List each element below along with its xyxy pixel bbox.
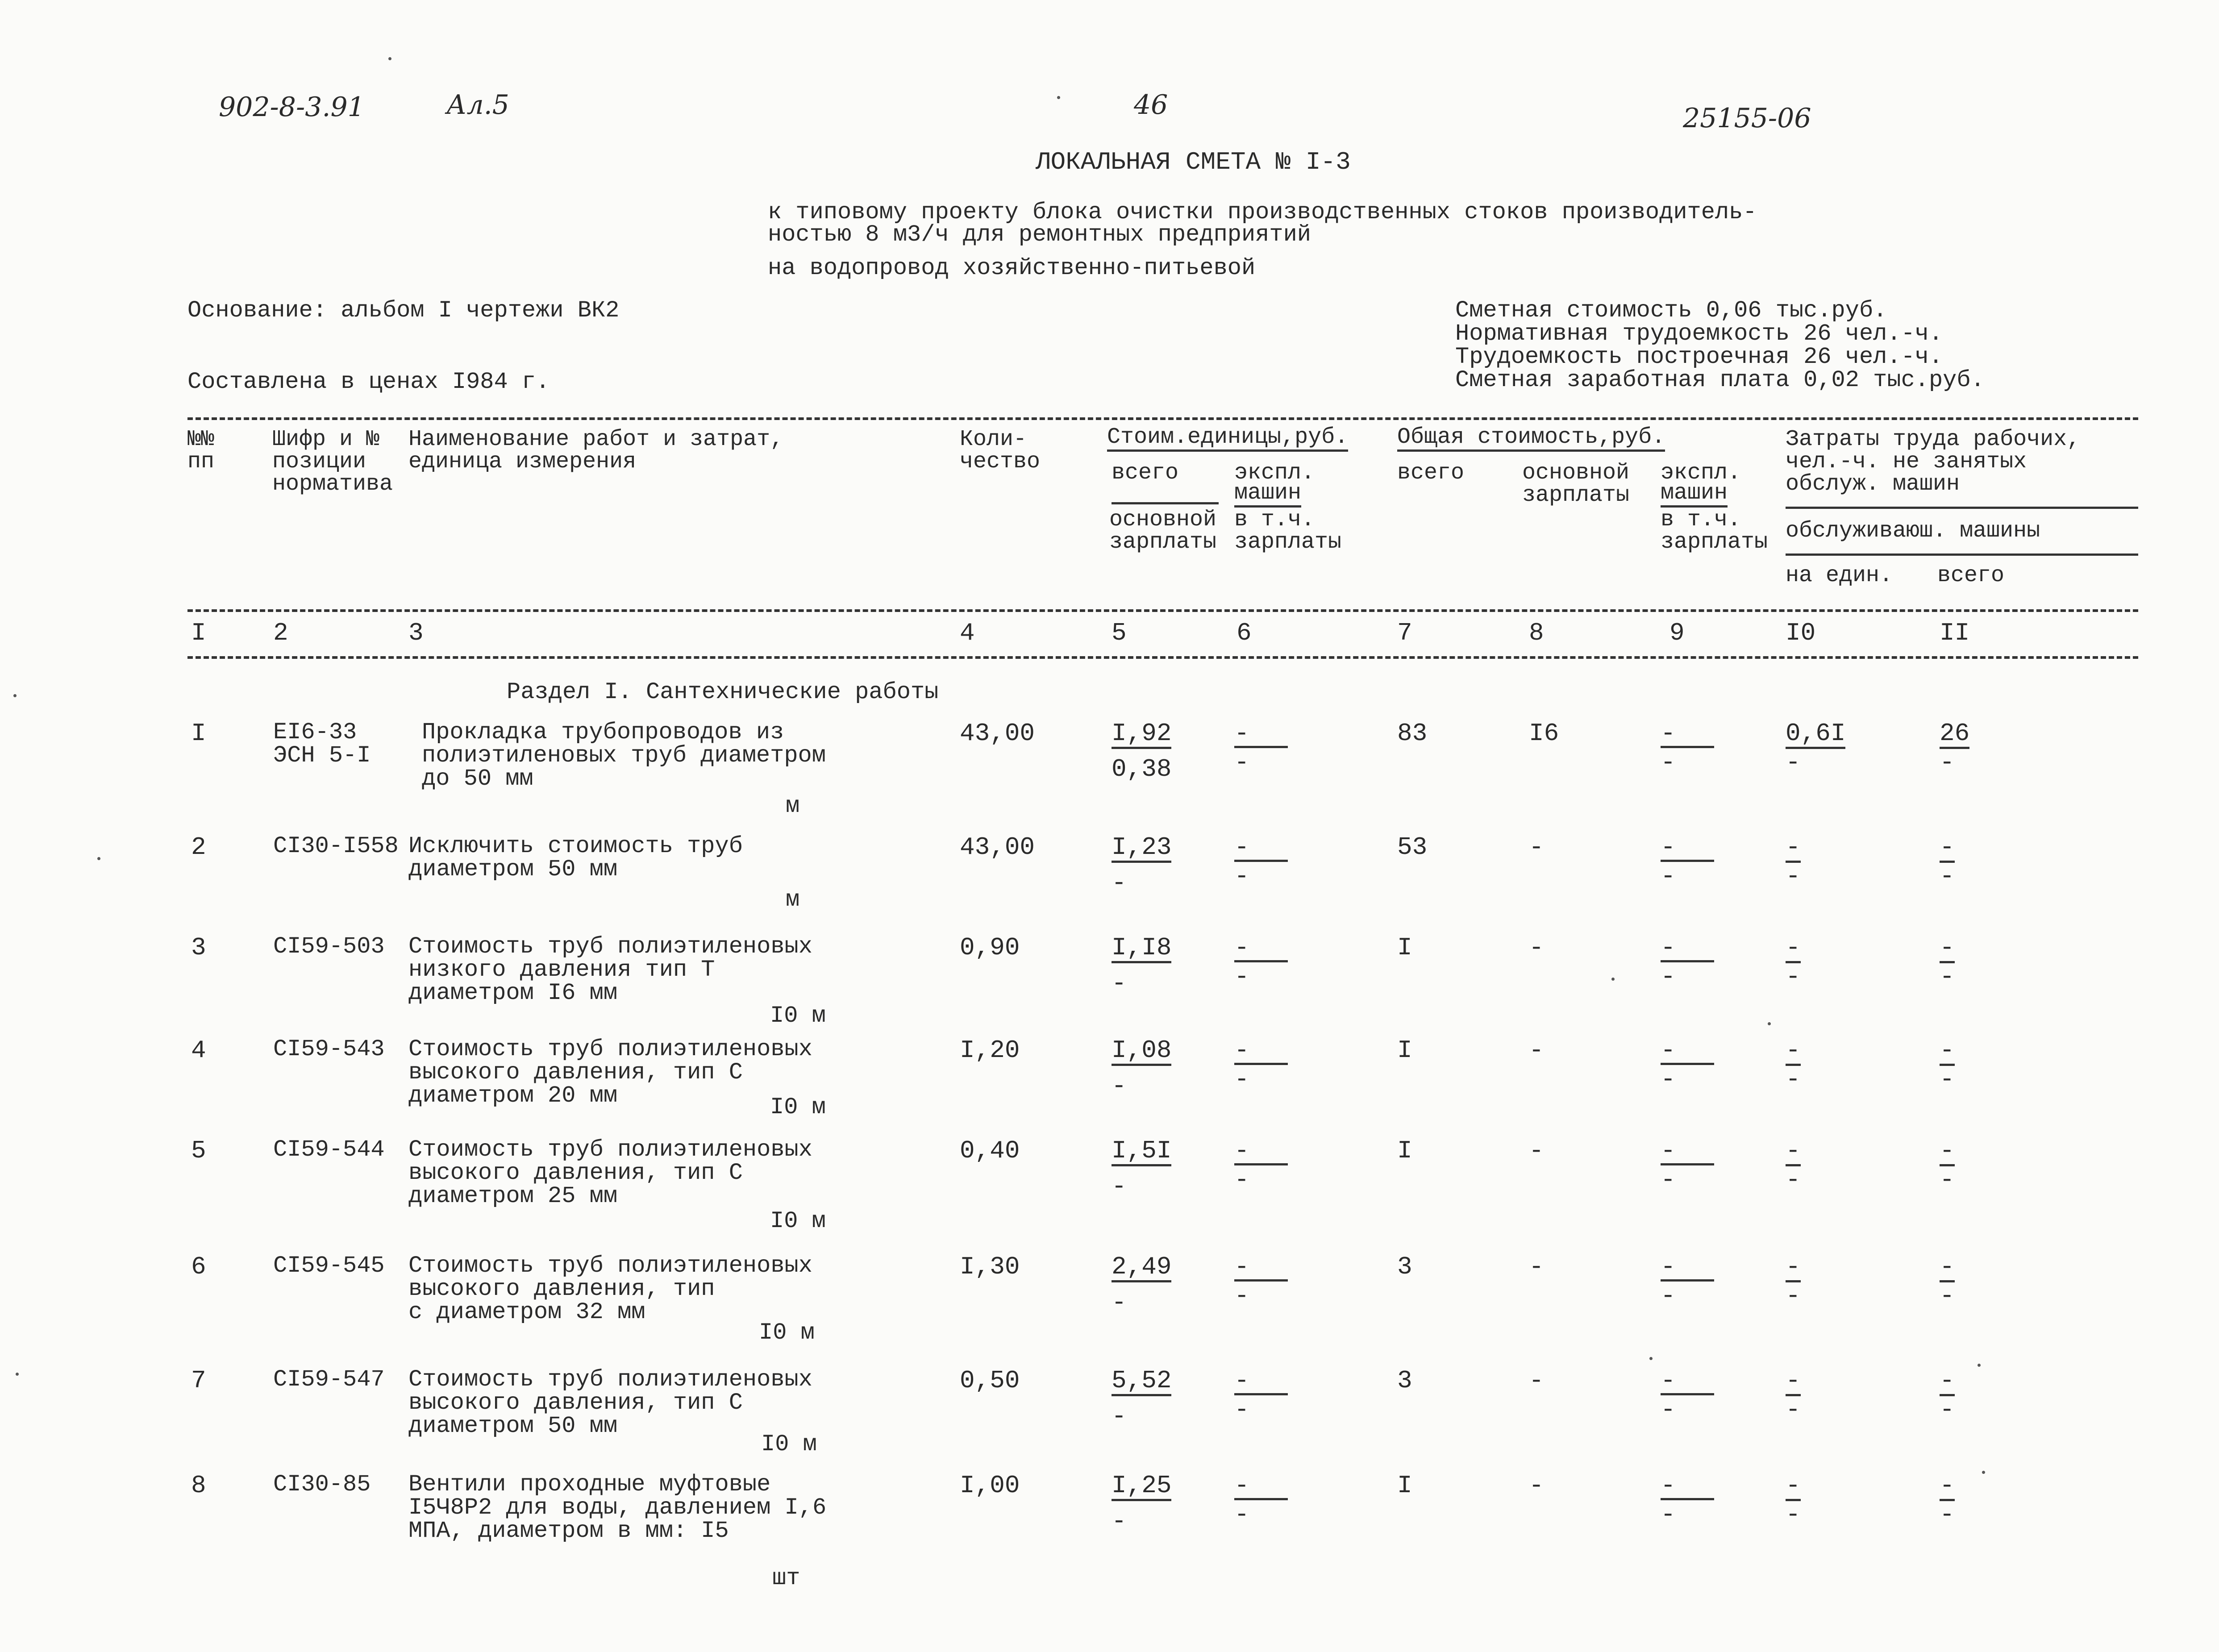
row-labor-total: 26 [1940, 721, 1969, 749]
hdr-labor-l1: Затраты труда рабочих, [1786, 427, 2081, 452]
row-code: ЭСН 5-I [273, 742, 371, 769]
row-work-name: диаметром 25 мм [408, 1183, 618, 1209]
row-labor-total: - [1940, 1254, 1955, 1282]
row-labor-per-unit: 0,6I [1786, 721, 1845, 749]
hdr-uc-incl-l2: зарплаты [1234, 529, 1342, 555]
row-quantity: I,30 [960, 1253, 1020, 1281]
row-labor-serv-total: - [1940, 1395, 1955, 1424]
row-unit: м [786, 886, 800, 913]
row-work-name: до 50 мм [422, 766, 533, 792]
row-unit-cost-machine-wage: - [1234, 962, 1249, 991]
row-work-name: I5Ч8Р2 для воды, давлением I,6 [408, 1494, 827, 1521]
row-total-base-wage: I6 [1529, 719, 1559, 748]
row-work-name: Прокладка трубопроводов из [422, 719, 784, 745]
scan-speck [1978, 1364, 1981, 1367]
row-unit-cost-total: I,5I [1112, 1138, 1171, 1166]
hdr-tc-mach-l1: экспл. [1661, 460, 1741, 486]
row-labor-total: - [1940, 835, 1955, 863]
row-code: CI59-503 [273, 933, 385, 960]
row-work-name: Стоимость труб полиэтиленовых [408, 1036, 812, 1062]
colnum-2: 2 [273, 619, 288, 647]
hdr-labor-l3: обслуж. машин [1786, 471, 1960, 497]
hdr-labor-unit: на един. [1786, 563, 1893, 588]
row-total-machines: - [1661, 1254, 1714, 1282]
hdr-labor-rule-1 [1786, 507, 2138, 509]
row-unit-cost-total: 2,49 [1112, 1254, 1171, 1282]
row-unit: I0 м [770, 1208, 826, 1234]
row-total-machines: - [1661, 1368, 1714, 1395]
hdr-col3-l2: единица измерения [408, 449, 637, 474]
row-unit-cost-machines: - [1234, 835, 1288, 862]
row-total-machines: - [1661, 835, 1714, 862]
row-unit-cost-machines: - [1234, 721, 1288, 748]
row-labor-serv-total: - [1940, 1165, 1955, 1194]
row-work-name: полиэтиленовых труб диаметром [422, 742, 826, 769]
row-total-machines: - [1661, 935, 1714, 962]
row-number: 5 [191, 1136, 206, 1165]
row-unit-cost-base-wage: - [1112, 969, 1127, 998]
colnum-6: 6 [1236, 619, 1252, 647]
row-work-name: Стоимость труб полиэтиленовых [408, 1253, 812, 1279]
row-labor-serv-total: - [1940, 748, 1955, 777]
row-quantity: 43,00 [960, 833, 1035, 861]
header-bottom-rule [187, 609, 2138, 612]
row-unit-cost-base-wage: - [1112, 869, 1127, 897]
row-code: CI59-547 [273, 1366, 385, 1393]
hdr-uc-base-l1: основной [1109, 507, 1217, 533]
row-total-cost: 53 [1397, 833, 1428, 861]
row-code: CI30-85 [273, 1471, 371, 1498]
row-unit-cost-machine-wage: - [1234, 748, 1249, 777]
section-title: Раздел I. Сантехнические работы [507, 679, 939, 705]
row-labor-total: - [1940, 1038, 1955, 1066]
row-code: CI59-545 [273, 1253, 385, 1279]
scan-speck [388, 57, 391, 60]
summary-normative-labor: Нормативная трудоемкость 26 чел.-ч. [1455, 320, 1943, 347]
row-total-base-wage: - [1529, 933, 1544, 962]
row-unit-cost-total: 5,52 [1112, 1368, 1171, 1396]
row-unit-cost-machine-wage: - [1234, 1500, 1249, 1529]
row-work-name: высокого давления, тип С [408, 1390, 743, 1416]
basis-text: Основание: альбом I чертежи ВК2 [187, 297, 620, 324]
row-unit-cost-machine-wage: - [1234, 1282, 1249, 1310]
hdr-col4-l1: Коли- [960, 427, 1027, 452]
row-unit: м [786, 793, 800, 819]
row-total-machines: - [1661, 1038, 1714, 1065]
row-unit-cost-total: I,I8 [1112, 935, 1171, 963]
row-work-name: МПА, диаметром в мм: I5 [408, 1518, 729, 1544]
row-labor-serv-total: - [1940, 962, 1955, 991]
row-total-machine-wage: - [1661, 962, 1676, 991]
row-unit-cost-machines: - [1234, 1138, 1288, 1165]
row-unit: I0 м [770, 1003, 826, 1029]
row-number: I [191, 719, 206, 748]
row-number: 8 [191, 1471, 206, 1500]
row-code: CI59-543 [273, 1036, 385, 1062]
row-number: 3 [191, 933, 206, 962]
row-labor-serv-per-unit: - [1786, 1165, 1801, 1194]
sheet-number: Ал.5 [446, 89, 509, 121]
row-labor-serv-per-unit: - [1786, 1395, 1801, 1424]
subtitle-line-3: на водопровод хозяйственно-питьевой [768, 255, 1256, 281]
row-total-cost: 83 [1397, 719, 1428, 748]
hdr-tc-mach-l2: машин [1661, 482, 1728, 508]
hdr-col1-l2: пп [187, 449, 215, 474]
row-quantity: 43,00 [960, 719, 1035, 748]
row-unit: шт [772, 1565, 800, 1591]
row-quantity: 0,40 [960, 1136, 1020, 1165]
hdr-uc-total: всего [1112, 460, 1179, 486]
row-unit-cost-machines: - [1234, 935, 1288, 962]
row-labor-per-unit: - [1786, 1138, 1801, 1166]
hdr-col2-l3: норматива [272, 471, 393, 497]
colnum-10: I0 [1786, 619, 1816, 647]
row-labor-per-unit: - [1786, 1473, 1801, 1501]
row-unit-cost-base-wage: 0,38 [1112, 755, 1172, 783]
row-work-name: высокого давления, тип С [408, 1059, 743, 1086]
row-total-machine-wage: - [1661, 1500, 1676, 1529]
row-total-machine-wage: - [1661, 1282, 1676, 1310]
row-total-base-wage: - [1529, 1471, 1544, 1500]
row-work-name: высокого давления, тип [408, 1276, 715, 1302]
row-labor-serv-total: - [1940, 1282, 1955, 1310]
row-labor-per-unit: - [1786, 1038, 1801, 1066]
hdr-labor-total: всего [1937, 563, 2005, 588]
row-code: EI6-33 [273, 719, 357, 745]
summary-estimated-cost: Сметная стоимость 0,06 тыс.руб. [1455, 297, 1887, 324]
hdr-unit-cost: Стоим.единицы,руб. [1107, 426, 1348, 452]
hdr-col2-l1: Шифр и № [272, 427, 380, 452]
row-labor-total: - [1940, 1138, 1955, 1166]
price-base-text: Составлена в ценах I984 г. [187, 369, 550, 395]
colnum-8: 8 [1529, 619, 1544, 647]
hdr-uc-base-l2: зарплаты [1109, 529, 1217, 555]
row-number: 7 [191, 1366, 206, 1395]
scan-speck [16, 1373, 19, 1376]
row-total-base-wage: - [1529, 1253, 1544, 1281]
hdr-uc-total-rule [1112, 502, 1219, 504]
row-total-cost: I [1397, 1136, 1412, 1165]
hdr-labor-rule-2 [1786, 553, 2138, 556]
row-number: 6 [191, 1253, 206, 1281]
row-unit: I0 м [770, 1094, 826, 1120]
row-total-machines: - [1661, 1138, 1714, 1165]
hdr-labor-l2: чел.-ч. не занятых [1786, 449, 2027, 474]
row-unit-cost-machines: - [1234, 1254, 1288, 1282]
row-work-name: Стоимость труб полиэтиленовых [408, 1136, 812, 1163]
row-total-base-wage: - [1529, 1136, 1544, 1165]
colnum-3: 3 [408, 619, 424, 647]
row-number: 2 [191, 833, 206, 861]
row-labor-per-unit: - [1786, 1254, 1801, 1282]
row-total-machine-wage: - [1661, 1065, 1676, 1094]
table-top-rule [187, 417, 2138, 420]
colnum-11: II [1940, 619, 1970, 647]
scan-speck [1611, 978, 1615, 981]
row-unit-cost-base-wage: - [1112, 1172, 1127, 1201]
row-total-base-wage: - [1529, 1366, 1544, 1395]
hdr-tc-base-l2: зарплаты [1522, 483, 1630, 508]
row-work-name: высокого давления, тип С [408, 1160, 743, 1186]
row-labor-total: - [1940, 1473, 1955, 1501]
row-total-cost: I [1397, 933, 1412, 962]
hdr-col3-l1: Наименование работ и затрат, [408, 427, 784, 452]
row-unit-cost-base-wage: - [1112, 1072, 1127, 1100]
hdr-col4-l2: чество [960, 449, 1041, 474]
row-unit-cost-base-wage: - [1112, 1402, 1127, 1431]
row-unit-cost-machine-wage: - [1234, 1395, 1249, 1424]
row-labor-serv-total: - [1940, 862, 1955, 890]
summary-wages: Сметная заработная плата 0,02 тыс.руб. [1455, 367, 1985, 393]
colnum-5: 5 [1112, 619, 1127, 647]
hdr-uc-incl-l1: в т.ч. [1234, 507, 1315, 533]
hdr-uc-mach-l2: машин [1234, 482, 1301, 508]
row-total-machine-wage: - [1661, 1395, 1676, 1424]
colnum-4: 4 [960, 619, 975, 647]
row-labor-serv-total: - [1940, 1065, 1955, 1094]
row-labor-total: - [1940, 1368, 1955, 1396]
row-total-cost: I [1397, 1036, 1412, 1065]
row-work-name: диаметром 20 мм [408, 1082, 618, 1109]
colnum-9: 9 [1669, 619, 1685, 647]
row-unit-cost-machine-wage: - [1234, 862, 1249, 890]
doc-code: 902-8-3.91 [219, 92, 365, 123]
row-labor-serv-per-unit: - [1786, 862, 1801, 890]
row-work-name: с диаметром 32 мм [408, 1299, 645, 1325]
hdr-total-cost: Общая стоимость,руб. [1397, 426, 1665, 452]
subtitle-line-1: к типовому проекту блока очистки производственных стоков производитель- [768, 199, 1757, 225]
row-work-name: Стоимость труб полиэтиленовых [408, 1366, 812, 1393]
hdr-col2-l2: позиции [272, 449, 366, 474]
row-total-base-wage: - [1529, 1036, 1544, 1065]
row-total-machine-wage: - [1661, 748, 1676, 777]
row-unit-cost-total: I,92 [1112, 721, 1171, 749]
hdr-tc-incl-l2: зарплаты [1661, 529, 1768, 555]
row-unit-cost-machine-wage: - [1234, 1065, 1249, 1094]
row-work-name: низкого давления тип Т [408, 957, 715, 983]
row-unit-cost-machines: - [1234, 1368, 1288, 1395]
row-unit-cost-base-wage: - [1112, 1507, 1127, 1535]
row-quantity: I,20 [960, 1036, 1020, 1065]
row-total-cost: 3 [1397, 1253, 1412, 1281]
scan-speck [1982, 1471, 1985, 1474]
row-work-name: диаметром I6 мм [408, 980, 618, 1006]
row-unit-cost-machines: - [1234, 1038, 1288, 1065]
row-work-name: Исключить стоимость труб [408, 833, 743, 859]
row-work-name: диаметром 50 мм [408, 856, 618, 882]
row-labor-serv-per-unit: - [1786, 1282, 1801, 1310]
row-unit-cost-total: I,08 [1112, 1038, 1171, 1066]
inventory-number: 25155-06 [1683, 103, 1811, 134]
row-labor-serv-per-unit: - [1786, 1065, 1801, 1094]
row-work-name: Вентили проходные муфтовые [408, 1471, 771, 1498]
row-work-name: Стоимость труб полиэтиленовых [408, 933, 812, 960]
row-labor-per-unit: - [1786, 835, 1801, 863]
row-total-machine-wage: - [1661, 1165, 1676, 1194]
row-labor-per-unit: - [1786, 1368, 1801, 1396]
hdr-col1-l1: №№ [187, 427, 215, 452]
scan-speck [97, 857, 100, 860]
scan-speck [1057, 96, 1060, 99]
row-quantity: 0,90 [960, 933, 1020, 962]
row-labor-serv-total: - [1940, 1500, 1955, 1529]
estimate-title: ЛОКАЛЬНАЯ СМЕТА № I-3 [1036, 148, 1351, 176]
row-labor-per-unit: - [1786, 935, 1801, 963]
row-unit-cost-base-wage: - [1112, 1288, 1127, 1317]
row-labor-total: - [1940, 935, 1955, 963]
row-unit: I0 м [759, 1319, 815, 1346]
row-unit: I0 м [761, 1431, 817, 1457]
hdr-uc-mach-l1: экспл. [1234, 460, 1315, 486]
row-quantity: I,00 [960, 1471, 1020, 1500]
hdr-labor-serv: обслуживаюш. машины [1786, 518, 2040, 544]
subtitle-line-2: ностью 8 м3/ч для ремонтных предприятий [768, 221, 1311, 248]
column-numbers-rule [187, 656, 2138, 659]
row-labor-serv-per-unit: - [1786, 962, 1801, 991]
row-quantity: 0,50 [960, 1366, 1020, 1395]
row-total-machine-wage: - [1661, 862, 1676, 890]
row-total-machines: - [1661, 721, 1714, 748]
hdr-tc-total: всего [1397, 460, 1465, 486]
row-total-cost: 3 [1397, 1366, 1412, 1395]
row-work-name: диаметром 50 мм [408, 1413, 618, 1439]
scan-speck [1649, 1357, 1653, 1360]
row-unit-cost-machines: - [1234, 1473, 1288, 1500]
row-total-base-wage: - [1529, 833, 1544, 861]
hdr-tc-incl-l1: в т.ч. [1661, 507, 1741, 533]
row-labor-serv-per-unit: - [1786, 748, 1801, 777]
row-labor-serv-per-unit: - [1786, 1500, 1801, 1529]
row-code: CI59-544 [273, 1136, 385, 1163]
row-code: CI30-I558 [273, 833, 399, 859]
scan-speck [13, 694, 17, 697]
colnum-1: I [191, 619, 206, 647]
row-total-machines: - [1661, 1473, 1714, 1500]
scan-speck [1768, 1022, 1771, 1025]
summary-site-labor: Трудоемкость построечная 26 чел.-ч. [1455, 344, 1943, 370]
row-number: 4 [191, 1036, 206, 1065]
row-unit-cost-total: I,25 [1112, 1473, 1171, 1501]
row-total-cost: I [1397, 1471, 1412, 1500]
page-number: 46 [1134, 89, 1168, 121]
row-unit-cost-machine-wage: - [1234, 1165, 1249, 1194]
hdr-tc-base-l1: основной [1522, 460, 1630, 486]
colnum-7: 7 [1397, 619, 1412, 647]
row-unit-cost-total: I,23 [1112, 835, 1171, 863]
